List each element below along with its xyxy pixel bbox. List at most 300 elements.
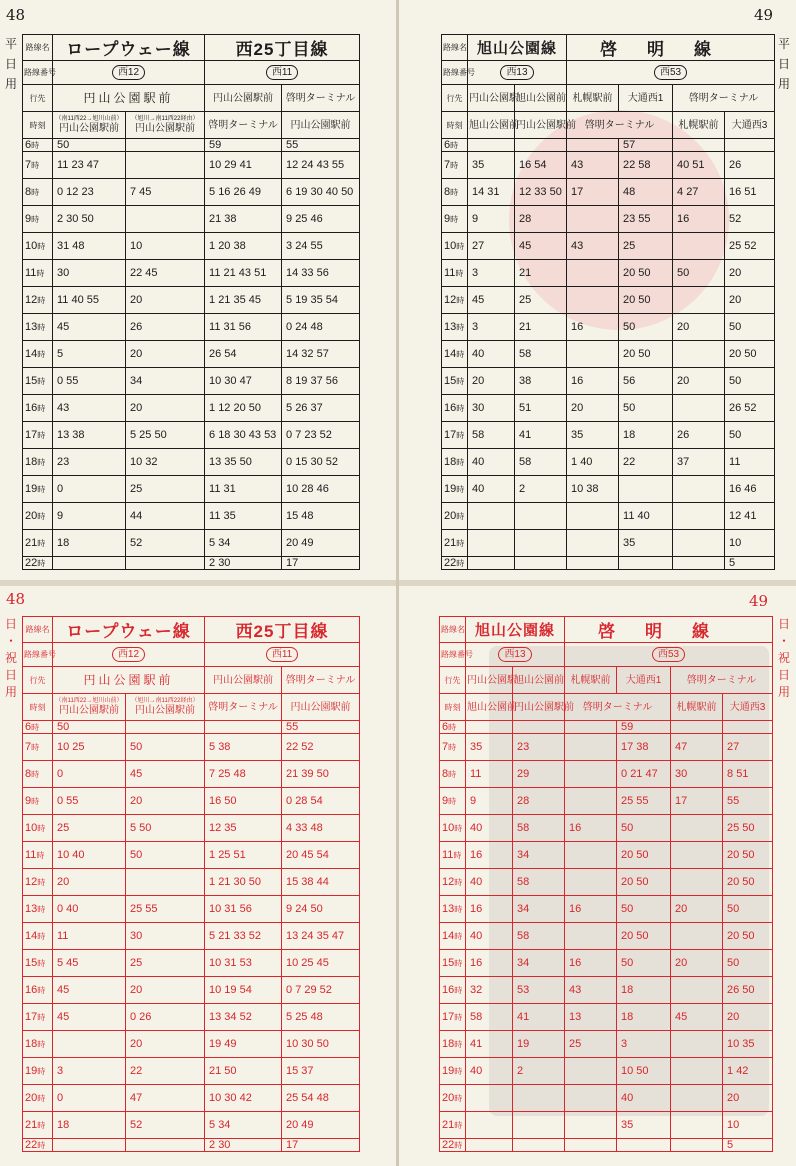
departure-times: 40 xyxy=(468,449,515,476)
destination: 札幌駅前 xyxy=(565,667,617,694)
destination: 札幌駅前 xyxy=(567,85,619,112)
timetable-row xyxy=(23,422,360,449)
hour-cell: 8時 xyxy=(442,179,468,206)
hour-cell: 20時 xyxy=(23,1085,53,1112)
departure-times: 30 xyxy=(53,260,126,287)
departure-times: 18 xyxy=(617,977,671,1004)
label-destination: 行先 xyxy=(442,85,468,112)
departure-times: 19 49 xyxy=(205,1031,282,1058)
timetable-row xyxy=(23,314,360,341)
departure-times: 20 xyxy=(53,869,126,896)
departure-times: 40 xyxy=(468,476,515,503)
departure-times: 5 45 xyxy=(53,950,126,977)
departure-times: 40 xyxy=(466,869,513,896)
departure-times xyxy=(567,139,619,152)
departure-times: 5 38 xyxy=(205,734,282,761)
departure-times: 5 25 48 xyxy=(282,1004,360,1031)
departure-times: 3 xyxy=(468,260,515,287)
departure-times: 10 xyxy=(126,233,205,260)
departure-times: 23 xyxy=(513,734,565,761)
hour-cell: 21時 xyxy=(440,1112,466,1139)
departure-times: 1 20 38 xyxy=(205,233,282,260)
departure-times: 20 xyxy=(723,1004,773,1031)
departure-times: 16 54 xyxy=(515,152,567,179)
weekday-side-label: 平 日 用 xyxy=(777,37,790,91)
departure-times xyxy=(567,530,619,557)
timetable-row xyxy=(442,179,775,206)
departure-times: 52 xyxy=(126,530,205,557)
departure-times: 35 xyxy=(617,1112,671,1139)
departure-stop: 札幌駅前 xyxy=(673,112,725,139)
departure-times: 20 xyxy=(673,368,725,395)
departure-stop: 大通西3 xyxy=(725,112,775,139)
destination: 円山公園駅前 xyxy=(205,667,282,694)
departure-times: 10 50 xyxy=(617,1058,671,1085)
timetable-row xyxy=(440,1085,773,1112)
timetable-row xyxy=(23,761,360,788)
hour-cell: 14時 xyxy=(23,341,53,368)
hour-cell: 22時 xyxy=(23,1139,53,1152)
label-destination: 行先 xyxy=(23,667,53,694)
departure-times: 13 xyxy=(565,1004,617,1031)
timetable-row xyxy=(23,1085,360,1112)
departure-times: 6 18 30 43 53 xyxy=(205,422,282,449)
departure-times: 16 xyxy=(567,368,619,395)
route-title-keimei: 啓明線 xyxy=(565,617,773,643)
hour-cell: 8時 xyxy=(23,761,53,788)
departure-times: 14 32 57 xyxy=(282,341,360,368)
departure-times: 58 xyxy=(515,341,567,368)
departure-times: 25 55 xyxy=(617,788,671,815)
route-note: （旭川→南11西22経由） xyxy=(131,698,199,704)
departure-times: 56 xyxy=(619,368,673,395)
departure-times: 10 31 53 xyxy=(205,950,282,977)
timetable-row xyxy=(440,1031,773,1058)
timetable-row xyxy=(23,287,360,314)
timetable-row xyxy=(23,721,360,734)
departure-times xyxy=(673,139,725,152)
departure-times: 10 28 46 xyxy=(282,476,360,503)
timetable-row xyxy=(23,557,360,570)
departure-times: 50 xyxy=(723,950,773,977)
departure-times: 22 xyxy=(126,1058,205,1085)
destination: 啓明ターミナル xyxy=(282,667,360,694)
route-note: （旭川→南11西22経由） xyxy=(131,116,199,122)
departure-times xyxy=(466,721,513,734)
hour-cell: 19時 xyxy=(23,1058,53,1085)
timetable-row xyxy=(23,977,360,1004)
departure-times: 48 xyxy=(619,179,673,206)
timetable-row xyxy=(442,206,775,233)
departure-times xyxy=(671,977,723,1004)
destination: 大通西1 xyxy=(617,667,671,694)
departure-times: 40 xyxy=(468,341,515,368)
departure-times: 3 xyxy=(53,1058,126,1085)
departure-times: 9 xyxy=(53,503,126,530)
label-route-name: 路線名 xyxy=(23,35,53,61)
departure-times: 29 xyxy=(513,761,565,788)
departure-times: 25 xyxy=(619,233,673,260)
departure-times: 18 xyxy=(619,422,673,449)
departure-times: 32 xyxy=(466,977,513,1004)
departure-times: 8 19 37 56 xyxy=(282,368,360,395)
timetable-row xyxy=(442,368,775,395)
route-note: （南11西22→旭川山前） xyxy=(55,698,123,704)
departure-times: 47 xyxy=(126,1085,205,1112)
departure-times xyxy=(126,139,205,152)
page-number: 49 xyxy=(749,592,769,610)
departure-times xyxy=(565,761,617,788)
timetable-row xyxy=(442,139,775,152)
page-weekday-right xyxy=(399,0,796,580)
departure-times: 10 19 54 xyxy=(205,977,282,1004)
holiday-side-label: 日 ・ 祝 日 用 xyxy=(777,617,790,699)
hour-cell: 19時 xyxy=(440,1058,466,1085)
departure-times: 0 7 23 52 xyxy=(282,422,360,449)
hour-cell: 16時 xyxy=(442,395,468,422)
hour-cell: 6時 xyxy=(23,721,53,734)
departure-times xyxy=(126,557,205,570)
timetable-row xyxy=(23,950,360,977)
departure-times: 9 xyxy=(468,206,515,233)
departure-times: 23 55 xyxy=(619,206,673,233)
departure-times: 13 24 35 47 xyxy=(282,923,360,950)
timetable-row xyxy=(23,1004,360,1031)
departure-times: 11 xyxy=(725,449,775,476)
departure-times: 12 35 xyxy=(205,815,282,842)
departure-times: 1 40 xyxy=(567,449,619,476)
departure-times: 11 xyxy=(466,761,513,788)
hour-cell: 10時 xyxy=(23,233,53,260)
timetable-row xyxy=(23,1139,360,1152)
departure-times xyxy=(513,1139,565,1152)
departure-times xyxy=(619,557,673,570)
timetable-row xyxy=(23,179,360,206)
departure-times: 55 xyxy=(282,721,360,734)
route-badge: 西12 xyxy=(112,647,145,662)
departure-times: 0 26 xyxy=(126,1004,205,1031)
departure-times: 27 xyxy=(723,734,773,761)
hour-cell: 17時 xyxy=(440,1004,466,1031)
destination: 旭山公園前 xyxy=(513,667,565,694)
hour-cell: 19時 xyxy=(23,476,53,503)
departure-times: 9 25 46 xyxy=(282,206,360,233)
departure-times: 20 50 xyxy=(725,341,775,368)
departure-times: 9 24 50 xyxy=(282,896,360,923)
departure-times: 14 31 xyxy=(468,179,515,206)
departure-times: 16 xyxy=(567,314,619,341)
departure-stop: 大通西3 xyxy=(723,694,773,721)
route-title-keimei: 啓明線 xyxy=(567,35,775,61)
departure-times xyxy=(567,206,619,233)
departure-times: 5 26 37 xyxy=(282,395,360,422)
departure-times: 20 50 xyxy=(617,842,671,869)
departure-times: 9 xyxy=(466,788,513,815)
departure-times xyxy=(673,233,725,260)
hour-cell: 7時 xyxy=(442,152,468,179)
hour-cell: 7時 xyxy=(23,734,53,761)
departure-times xyxy=(126,869,205,896)
departure-times: 28 xyxy=(515,206,567,233)
departure-stop: 円山公園駅前 xyxy=(135,123,195,134)
hour-cell: 11時 xyxy=(442,260,468,287)
departure-times: 11 40 55 xyxy=(53,287,126,314)
departure-times: 55 xyxy=(723,788,773,815)
departure-times xyxy=(565,1112,617,1139)
hour-cell: 6時 xyxy=(23,139,53,152)
timetable-row xyxy=(23,815,360,842)
page-holiday-right xyxy=(399,586,796,1166)
timetable-row xyxy=(23,449,360,476)
label-route-number: 路線番号 xyxy=(23,61,53,85)
timetable-row xyxy=(440,1112,773,1139)
departure-times xyxy=(205,721,282,734)
page-number: 49 xyxy=(754,6,774,24)
departure-times: 50 xyxy=(619,314,673,341)
departure-times: 16 46 xyxy=(725,476,775,503)
departure-times xyxy=(565,788,617,815)
departure-times: 37 xyxy=(673,449,725,476)
departure-times: 20 49 xyxy=(282,530,360,557)
timetable-row xyxy=(23,896,360,923)
hour-cell: 18時 xyxy=(442,449,468,476)
departure-stop: 啓明ターミナル xyxy=(567,112,673,139)
timetable-row xyxy=(23,260,360,287)
hour-cell: 9時 xyxy=(440,788,466,815)
departure-times: 20 xyxy=(725,260,775,287)
departure-times: 20 50 xyxy=(619,287,673,314)
departure-times: 11 23 47 xyxy=(53,152,126,179)
departure-times: 10 30 50 xyxy=(282,1031,360,1058)
departure-times xyxy=(126,206,205,233)
departure-times: 26 50 xyxy=(723,977,773,1004)
timetable-row xyxy=(23,1031,360,1058)
departure-times: 21 50 xyxy=(205,1058,282,1085)
departure-times: 30 xyxy=(671,761,723,788)
departure-times xyxy=(53,1031,126,1058)
timetable-row xyxy=(23,395,360,422)
departure-times: 25 50 xyxy=(723,815,773,842)
departure-times xyxy=(671,1112,723,1139)
departure-times xyxy=(126,721,205,734)
route-badge: 西11 xyxy=(266,647,298,662)
departure-times: 22 45 xyxy=(126,260,205,287)
timetable-row xyxy=(440,842,773,869)
departure-times: 22 52 xyxy=(282,734,360,761)
departure-times: 50 xyxy=(725,368,775,395)
route-badge: 西13 xyxy=(500,65,533,80)
timetable-row xyxy=(440,721,773,734)
departure-stop: 啓明ターミナル xyxy=(205,694,282,721)
departure-times: 16 xyxy=(466,950,513,977)
departure-times: 50 xyxy=(673,260,725,287)
label-destination: 行先 xyxy=(23,85,53,112)
departure-stop: 啓明ターミナル xyxy=(205,112,282,139)
page-number: 48 xyxy=(6,590,26,608)
departure-times xyxy=(671,1058,723,1085)
departure-times: 58 xyxy=(513,869,565,896)
departure-times: 10 31 56 xyxy=(205,896,282,923)
departure-times: 26 xyxy=(673,422,725,449)
timetable-row xyxy=(23,734,360,761)
departure-times: 10 38 xyxy=(567,476,619,503)
timetable-row xyxy=(23,842,360,869)
timetable-row xyxy=(442,341,775,368)
departure-times: 25 xyxy=(126,950,205,977)
timetable-row xyxy=(442,503,775,530)
departure-times: 21 38 xyxy=(205,206,282,233)
departure-times xyxy=(671,869,723,896)
label-route-number: 路線番号 xyxy=(442,61,468,85)
departure-times: 40 xyxy=(466,923,513,950)
departure-times: 10 32 xyxy=(126,449,205,476)
departure-times xyxy=(671,721,723,734)
departure-times: 44 xyxy=(126,503,205,530)
departure-times: 58 xyxy=(513,815,565,842)
departure-times: 25 54 48 xyxy=(282,1085,360,1112)
timetable-row xyxy=(440,734,773,761)
hour-cell: 9時 xyxy=(23,788,53,815)
hour-cell: 14時 xyxy=(23,923,53,950)
route-badge: 西53 xyxy=(652,647,685,662)
timetable-row xyxy=(23,206,360,233)
departure-times: 58 xyxy=(515,449,567,476)
departure-times: 59 xyxy=(205,139,282,152)
hour-cell: 13時 xyxy=(442,314,468,341)
departure-times: 20 50 xyxy=(617,923,671,950)
departure-times: 53 xyxy=(513,977,565,1004)
hour-cell: 10時 xyxy=(440,815,466,842)
timetable-row xyxy=(23,152,360,179)
departure-times xyxy=(673,395,725,422)
departure-times: 41 xyxy=(515,422,567,449)
departure-times xyxy=(565,1085,617,1112)
hour-cell: 12時 xyxy=(23,287,53,314)
departure-times xyxy=(673,530,725,557)
page-weekday-left xyxy=(0,0,396,580)
departure-times: 12 24 43 55 xyxy=(282,152,360,179)
departure-times xyxy=(671,815,723,842)
departure-times: 5 19 35 54 xyxy=(282,287,360,314)
hour-cell: 10時 xyxy=(23,815,53,842)
departure-times: 7 45 xyxy=(126,179,205,206)
departure-times xyxy=(619,476,673,503)
departure-times: 0 15 30 52 xyxy=(282,449,360,476)
hour-cell: 15時 xyxy=(442,368,468,395)
departure-times: 45 xyxy=(53,977,126,1004)
departure-times: 41 xyxy=(466,1031,513,1058)
departure-times xyxy=(565,734,617,761)
destination: 円山公園駅 xyxy=(468,85,515,112)
timetable-row xyxy=(440,896,773,923)
timetable-row xyxy=(442,152,775,179)
departure-times: 17 xyxy=(282,1139,360,1152)
departure-times: 45 xyxy=(53,1004,126,1031)
timetable-row xyxy=(23,341,360,368)
timetable-row xyxy=(442,395,775,422)
hour-cell: 11時 xyxy=(440,842,466,869)
timetable-row xyxy=(440,1004,773,1031)
departure-times: 50 xyxy=(53,721,126,734)
departure-times xyxy=(671,842,723,869)
hour-cell: 20時 xyxy=(23,503,53,530)
departure-times: 45 xyxy=(515,233,567,260)
timetable-holiday-right xyxy=(439,616,773,1152)
departure-times: 14 33 56 xyxy=(282,260,360,287)
departure-times xyxy=(565,923,617,950)
departure-times: 20 xyxy=(126,287,205,314)
timetable-row xyxy=(440,1139,773,1152)
departure-times: 16 xyxy=(466,842,513,869)
departure-times: 27 xyxy=(468,233,515,260)
destination: 円山公園駅前 xyxy=(53,667,205,694)
hour-cell: 6時 xyxy=(442,139,468,152)
departure-times: 25 55 xyxy=(126,896,205,923)
timetable-row xyxy=(23,788,360,815)
hour-cell: 17時 xyxy=(23,422,53,449)
label-time: 時刻 xyxy=(23,112,53,139)
departure-times: 16 xyxy=(673,206,725,233)
departure-times: 20 xyxy=(468,368,515,395)
departure-times: 0 55 xyxy=(53,368,126,395)
departure-times: 1 21 35 45 xyxy=(205,287,282,314)
departure-times: 16 xyxy=(466,896,513,923)
departure-times xyxy=(515,557,567,570)
departure-times xyxy=(673,476,725,503)
departure-times: 34 xyxy=(513,950,565,977)
departure-times: 1 12 20 50 xyxy=(205,395,282,422)
departure-times: 5 21 33 52 xyxy=(205,923,282,950)
timetable-row xyxy=(442,422,775,449)
hour-cell: 15時 xyxy=(23,368,53,395)
departure-times: 0 xyxy=(53,761,126,788)
departure-times xyxy=(513,1085,565,1112)
departure-times: 6 19 30 40 50 xyxy=(282,179,360,206)
departure-times xyxy=(53,557,126,570)
timetable-row xyxy=(23,139,360,152)
departure-times: 10 25 45 xyxy=(282,950,360,977)
departure-times: 20 50 xyxy=(617,869,671,896)
departure-times: 8 51 xyxy=(723,761,773,788)
route-title-asahiyama: 旭山公園線 xyxy=(468,35,567,61)
timetable-weekday-right xyxy=(441,34,775,570)
departure-times xyxy=(466,1085,513,1112)
departure-times: 45 xyxy=(468,287,515,314)
departure-stop: 円山公園駅前 xyxy=(515,112,567,139)
departure-times: 21 xyxy=(515,314,567,341)
timetable-weekday-left xyxy=(22,34,360,570)
departure-times: 1 42 xyxy=(723,1058,773,1085)
departure-times: 0 xyxy=(53,1085,126,1112)
hour-cell: 19時 xyxy=(442,476,468,503)
route-note: （南11西22→旭川山前） xyxy=(55,116,123,122)
timetable-row xyxy=(442,557,775,570)
hour-cell: 13時 xyxy=(440,896,466,923)
timetable-row xyxy=(440,977,773,1004)
departure-times: 50 xyxy=(725,314,775,341)
hour-cell: 21時 xyxy=(23,530,53,557)
departure-times: 20 xyxy=(126,977,205,1004)
timetable-row xyxy=(23,869,360,896)
hour-cell: 8時 xyxy=(440,761,466,788)
route-title-nishi25: 西25丁目線 xyxy=(205,35,360,61)
departure-times: 55 xyxy=(282,139,360,152)
departure-times: 50 xyxy=(723,896,773,923)
departure-times: 0 12 23 xyxy=(53,179,126,206)
hour-cell: 14時 xyxy=(440,923,466,950)
departure-times: 5 34 xyxy=(205,530,282,557)
destination: 大通西1 xyxy=(619,85,673,112)
